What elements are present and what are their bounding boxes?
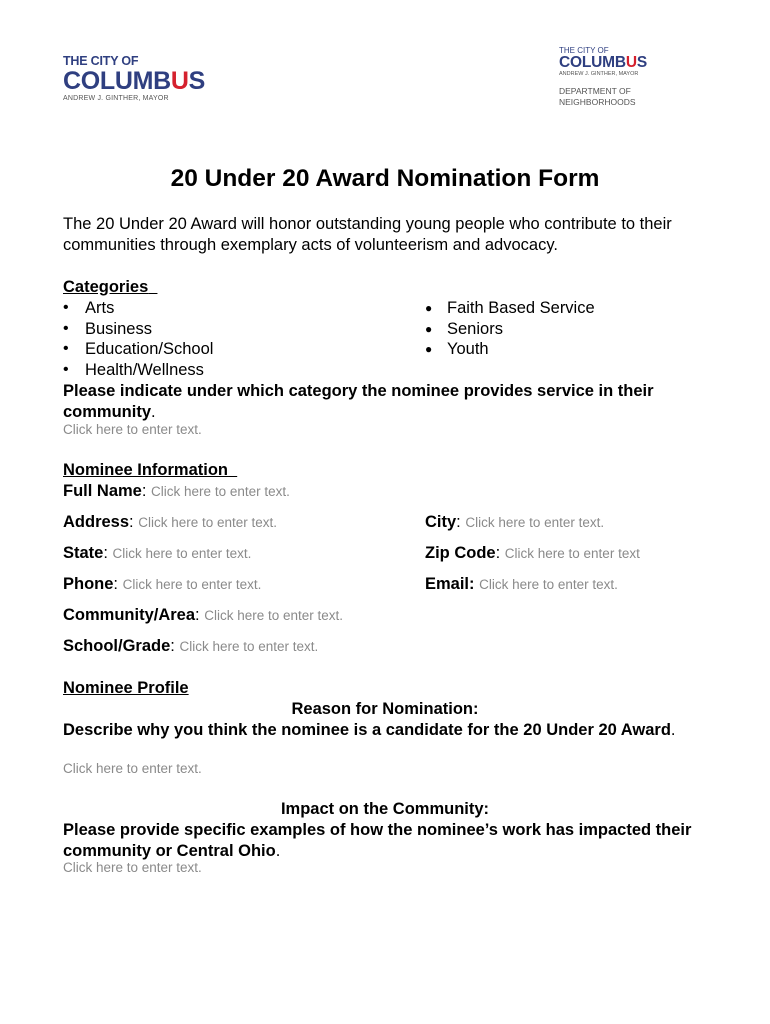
reason-heading: Reason for Nomination: [291, 700, 479, 718]
categories-list-right [425, 298, 725, 360]
logo-city-end: S [636, 54, 647, 71]
email-field [425, 574, 618, 595]
logo-city-accent: U [625, 54, 637, 71]
bullet-icon: ● [425, 342, 433, 357]
logo-department [559, 86, 669, 108]
categories-heading [63, 277, 157, 297]
bullet-icon: • [63, 340, 69, 358]
category-instruction-text: Please indicate under which category the nominee provides service in their community [63, 382, 654, 421]
state-input[interactable]: Click here to enter text. [112, 546, 252, 561]
city-label: City [425, 513, 457, 531]
category-label: Business [85, 319, 152, 338]
phone-input[interactable]: Click here to enter text. [122, 577, 262, 592]
field-colon: : [456, 513, 461, 531]
school-grade-field [63, 636, 318, 657]
address-input[interactable]: Click here to enter text. [138, 515, 278, 530]
impact-prompt-text: Please provide specific examples of how the nominee’s work has impacted their community or Central Ohio [63, 821, 692, 860]
full-name-field [63, 481, 290, 502]
department-of-neighborhoods-logo [559, 46, 669, 116]
nominee-information-heading-text: Nominee Information [63, 461, 229, 479]
category-item [63, 339, 403, 360]
category-label: Health/Wellness [85, 361, 204, 380]
reason-input[interactable]: Click here to enter text. [63, 761, 202, 776]
email-label: Email: [425, 575, 475, 593]
reason-prompt-end: . [670, 721, 676, 739]
state-label: State [63, 544, 104, 562]
school-grade-label: School/Grade [63, 637, 171, 655]
community-area-field [63, 605, 343, 626]
category-label: Seniors [447, 319, 503, 338]
category-item [425, 298, 725, 319]
logo-mayor-line: ANDREW J. GINTHER, MAYOR [559, 71, 639, 77]
zip-code-label: Zip Code [425, 544, 496, 562]
categories-list-left [63, 298, 403, 381]
zip-code-input[interactable]: Click here to enter text [504, 546, 640, 561]
logo-city-main: COLUMB [63, 67, 171, 95]
address-label: Address [63, 513, 130, 531]
bullet-icon: ● [425, 321, 433, 336]
category-item [425, 319, 725, 340]
logo-line1: THE CITY OF [63, 54, 139, 68]
category-label: Education/School [85, 340, 214, 359]
category-label: Youth [447, 340, 489, 359]
categories-heading-text: Categories [63, 278, 149, 296]
category-input[interactable]: Click here to enter text. [63, 422, 202, 437]
category-item [63, 298, 403, 319]
reason-prompt [63, 720, 703, 741]
bullet-icon: • [63, 299, 69, 316]
bullet-icon: • [63, 361, 69, 379]
nominee-profile-heading: Nominee Profile [63, 679, 189, 697]
zip-code-field [425, 543, 640, 564]
bullet-icon: ● [425, 301, 433, 315]
field-colon: : [103, 544, 108, 562]
category-instruction [63, 381, 713, 423]
logo-city-accent: U [170, 67, 189, 95]
logo-city-main: COLUMB [559, 54, 626, 71]
city-of-columbus-logo [63, 54, 206, 114]
field-colon: : [113, 575, 119, 593]
bullet-icon: • [63, 319, 69, 337]
logo-city-end: S [188, 67, 206, 95]
impact-prompt [63, 820, 723, 862]
reason-prompt-text: Describe why you think the nominee is a candidate for the 20 Under 20 Award [63, 721, 671, 739]
logo-dept-line1: DEPARTMENT OF [559, 86, 631, 96]
community-area-label: Community/Area [63, 606, 196, 624]
intro-paragraph: The 20 Under 20 Award will honor outstanding young people who contribute to their communities through exemplary acts of volunteerism and advocacy. [63, 215, 672, 254]
full-name-input[interactable]: Click here to enter text. [151, 484, 290, 499]
field-colon: : [141, 482, 147, 500]
nominee-information-heading [63, 460, 237, 480]
logo-dept-line2: NEIGHBORHOODS [559, 97, 636, 107]
city-field [425, 512, 604, 533]
address-field [63, 512, 277, 533]
school-grade-input[interactable]: Click here to enter text. [179, 639, 319, 654]
logo-mayor-line: ANDREW J. GINTHER, MAYOR [63, 95, 169, 102]
field-colon: : [195, 606, 200, 624]
page-title: 20 Under 20 Award Nomination Form [170, 165, 600, 192]
category-item [425, 339, 725, 360]
field-colon: : [129, 513, 134, 531]
field-colon: : [495, 544, 501, 562]
category-label: Faith Based Service [447, 299, 595, 317]
phone-label: Phone [63, 575, 114, 593]
impact-input[interactable]: Click here to enter text. [63, 860, 202, 875]
email-input[interactable]: Click here to enter text. [479, 577, 618, 592]
logo-city-name [63, 67, 206, 95]
logo-line1: THE CITY OF [559, 46, 609, 55]
category-instruction-end: . [151, 403, 156, 421]
category-item [63, 360, 403, 381]
category-item [63, 319, 403, 340]
field-colon: : [170, 637, 175, 655]
impact-heading: Impact on the Community: [280, 800, 490, 818]
state-field [63, 543, 251, 564]
category-label: Arts [85, 299, 115, 317]
phone-field [63, 574, 261, 595]
full-name-label: Full Name [63, 482, 142, 500]
city-input[interactable]: Click here to enter text. [465, 515, 605, 530]
impact-prompt-end: . [275, 842, 281, 860]
logo-city-name [559, 55, 669, 71]
community-area-input[interactable]: Click here to enter text. [204, 608, 344, 623]
